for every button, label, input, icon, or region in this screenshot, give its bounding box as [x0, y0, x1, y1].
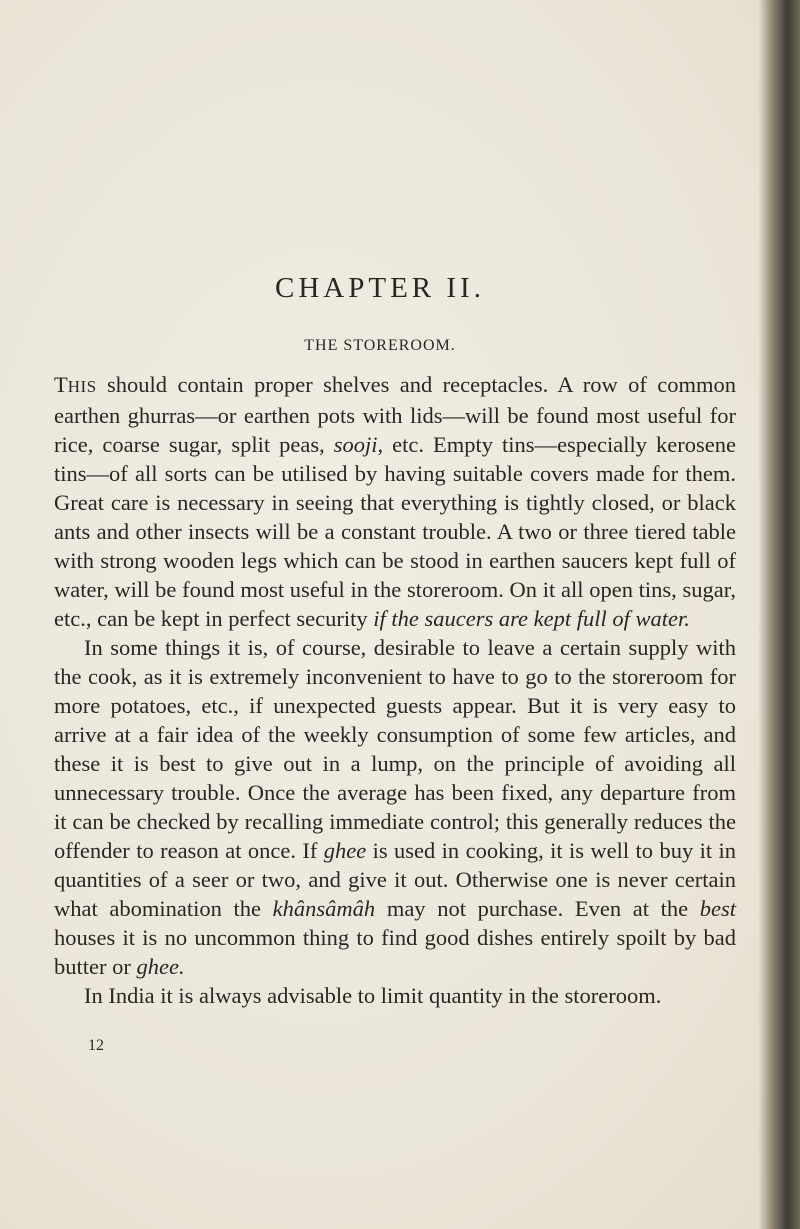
text-run: In India it is always advisable to limit quantity in the storeroom.	[84, 983, 662, 1008]
text-run: HIS	[67, 377, 97, 396]
text-run: is used in cooking, it is well to buy it in quantities of a seer or two, and give it out. Otherwise one is never certain what abomination the	[54, 838, 736, 921]
text-run: ghee.	[136, 954, 185, 979]
section-title: THE STOREROOM.	[304, 337, 456, 354]
text-run: , etc. Empty tins—especially kerosene tins—of all sorts can be utilised by having suitable covers made for them. Great care is necessary in seeing that everything is tightly closed, or black ants and other insects will be a constant trouble. A two or three tiered table with strong wooden legs which can be stood in earthen saucers kept full of water, will be found most useful in the storeroom. On it all open tins, sugar, etc., can be kept in perfect security	[54, 432, 736, 631]
text-run: khânsâmâh	[272, 896, 376, 921]
text-run: In some things it is, of course, desirable to leave a certain supply with the cook, as it is extremely inconvenient to have to go to the storeroom for more potatoes, etc., if unexpected guests appear. But it is very easy to arrive at a fair idea of the weekly consumption of some few articles, and these it is best to give out in a lump, on the principle of avoiding all unnecessary trouble. Once the average has been fixed, any departure from it can be checked by recalling immediate control; this generally reduces the offender to reason at once. If	[54, 635, 736, 863]
text-run: best	[699, 896, 737, 921]
text-run: should contain proper shelves and receptacles. A row of common earthen ghurras—or earthen pots with lids—will be found most useful for rice, coarse sugar, split peas,	[54, 372, 736, 457]
page-number: 12	[88, 1037, 104, 1054]
text-run: may not purchase. Even at the	[375, 896, 700, 921]
chapter-title: CHAPTER II.	[275, 272, 485, 304]
text-run: ghee	[323, 838, 367, 863]
book-edge-shadow	[758, 0, 800, 1229]
text-run: T	[54, 372, 68, 397]
text-run: houses it is no uncommon thing to find good dishes entirely spoilt by bad butter or	[54, 925, 736, 979]
text-run: sooji	[333, 432, 378, 457]
body-text	[54, 370, 736, 1010]
paragraph	[54, 370, 736, 633]
paragraph	[54, 981, 736, 1010]
paragraph	[54, 633, 736, 981]
text-run: if the saucers are kept full of water.	[373, 606, 690, 631]
